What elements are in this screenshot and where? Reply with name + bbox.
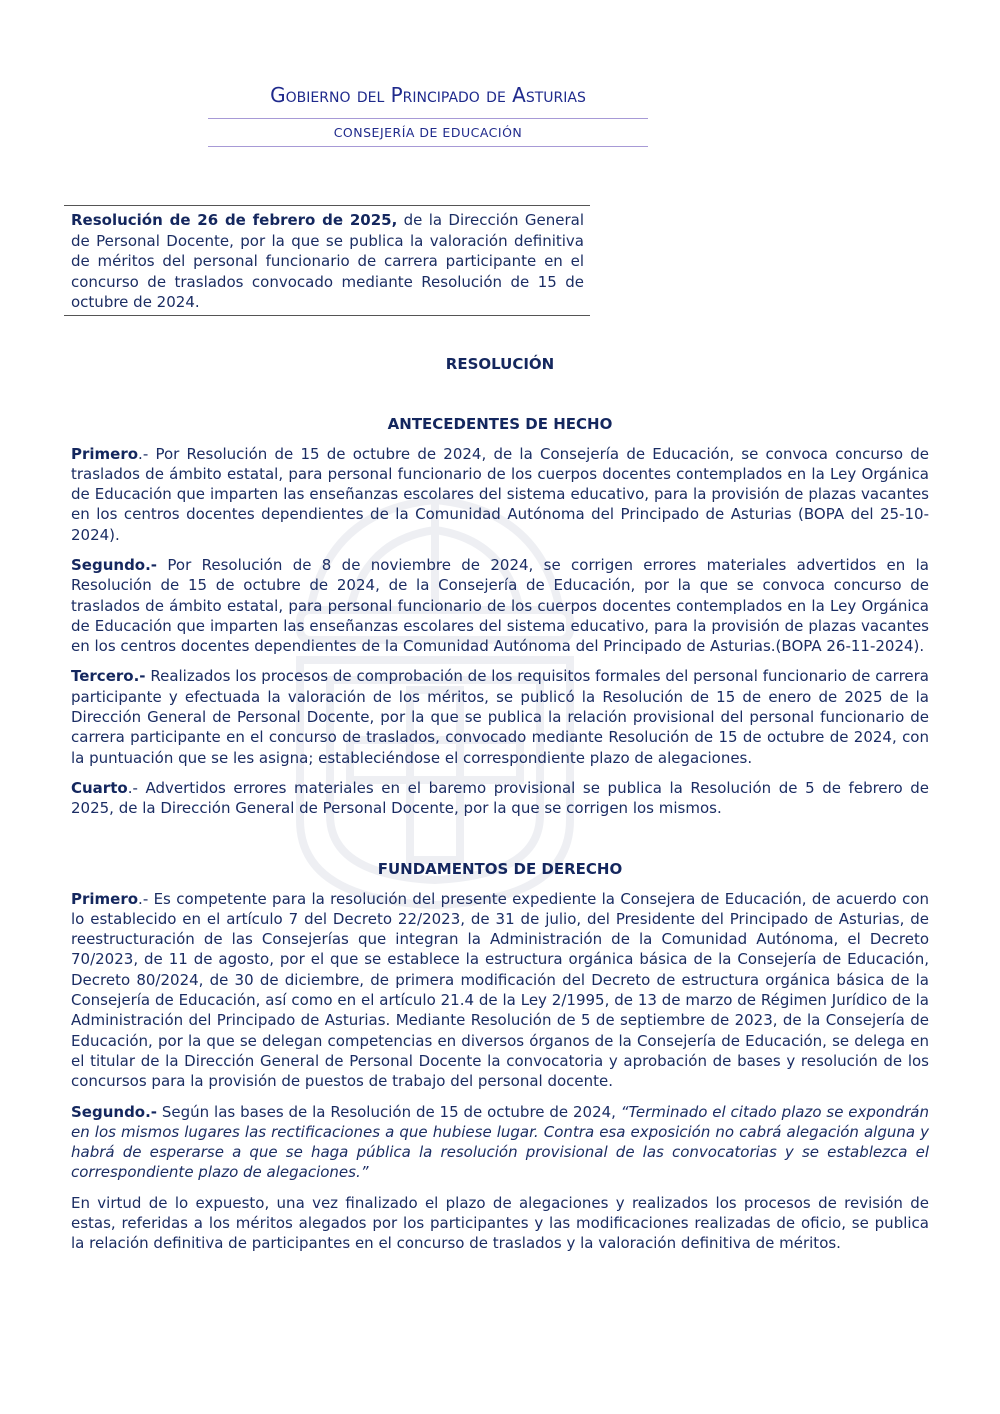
- paragraph-lead: Tercero.-: [71, 667, 146, 686]
- paragraph-lead: Primero: [71, 889, 139, 908]
- document-body: [71, 354, 929, 1254]
- antecedente-tercero: [71, 666, 929, 767]
- resolution-summary: [71, 210, 584, 313]
- paragraph-text: Advertidos errores materiales en el baremo provisional se publica la Resolución de 5 de febrero de 2025, de la Dirección General de Personal Docente, por la que se corrigen los mismos.: [71, 778, 930, 818]
- government-name: Gobierno del Principado de Asturias: [270, 83, 586, 107]
- quoted-text: “Terminado el citado plazo se expondrán en los mismos lugares las rectificaciones a que hubiese lugar. Contra esa exposición no cabrá alegación alguna y habrá de esperarse a que se haga pública la resolución provisional de las convocatorias y se establezca el correspondiente plazo de alegaciones.”: [71, 1102, 929, 1182]
- lead-separator: .-: [138, 444, 156, 463]
- paragraph-lead: Primero: [71, 444, 139, 463]
- resolution-summary-box: [64, 205, 590, 316]
- lead-separator: .-: [138, 889, 154, 908]
- paragraph-text: Realizados los procesos de comprobación de los requisitos formales del personal funcionario de carrera participante y efectuada la valoración de los méritos, se publicó la Resolución de 15 de enero de 2025 de la Dirección General de Personal Docente, por la que se publica la relación provisional del personal funcionario de carrera participante en el concurso de traslados, convocado mediante Resolución de 15 de octubre de 2024, con la puntuación que se les asigna; estableciéndose el correspondiente plazo de alegaciones.: [71, 667, 929, 767]
- paragraph-text: Por Resolución de 8 de noviembre de 2024, se corrigen errores materiales advertidos en la Resolución de 15 de octubre de 2024, de la Consejería de Educación, por la que se convoca concurso de traslados de ámbito estatal, para personal funcionario de los cuerpos docentes contemplados en la Ley Orgánica de Educación que imparten las enseñanzas escolares del sistema educativo, para la provisión de plazas vacantes en los centros docentes dependientes de la Comunidad Autónoma del Principado de Asturias.(BOPA 26-11-2024).: [71, 555, 929, 656]
- paragraph-lead: Cuarto: [71, 778, 128, 797]
- summary-lead: Resolución de 26 de febrero de 2025,: [71, 211, 398, 229]
- document-title: RESOLUCIÓN: [445, 354, 555, 373]
- fundamentos-heading: FUNDAMENTOS DE DERECHO: [377, 859, 623, 878]
- antecedente-segundo: [71, 555, 929, 656]
- paragraph-text: Por Resolución de 15 de octubre de 2024, de la Consejería de Educación, se convoca concurso de traslados de ámbito estatal, para personal funcionario de los cuerpos docentes contemplados en la Ley Orgánica de Educación que imparten las enseñanzas escolares del sistema educativo, para la provisión de plazas vacantes en los centros docentes dependientes de la Comunidad Autónoma del Principado de Asturias (BOPA del 25-10-2024).: [71, 444, 930, 544]
- lead-separator: [157, 556, 167, 574]
- department-name: CONSEJERÍA DE EDUCACIÓN: [333, 125, 523, 140]
- paragraph-text: Es competente para la resolución del presente expediente la Consejera de Educación, de acuerdo con lo establecido en el artículo 7 del Decreto 22/2023, de 31 de julio, del Presidente del Principado de Asturias, de reestructuración de las Consejerías que integran la Administración de la Comunidad Autónoma, el Decreto 70/2023, de 11 de agosto, por el que se establece la estructura orgánica básica de la Consejería de Educación, Decreto 80/2024, de 30 de diciembre, de primera modificación del Decreto de estructura orgánica básica de la Consejería de Educación, así como en el artículo 21.4 de la Ley 2/1995, de 13 de marzo de Régimen Jurídico de la Administración del Principado de Asturias. Mediante Resolución de 5 de septiembre de 2023, de la Consejería de Educación, por la que se delegan competencias en diversos órganos de la Consejería de Educación, se delega en el titular de la Dirección General de Personal Docente la convocatoria y aprobación de bases y resolución de los concursos para la provisión de puestos de trabajo del personal docente.: [71, 889, 930, 1091]
- header-rule-bottom: [208, 146, 648, 147]
- fundamento-segundo: [71, 1102, 929, 1183]
- letterhead: [208, 80, 648, 147]
- lead-separator: .-: [127, 778, 146, 797]
- conclusion-paragraph: En virtud de lo expuesto, una vez finalizado el plazo de alegaciones y realizados los procesos de revisión de estas, referidas a los méritos alegados por los participantes y las modificaciones realizadas de oficio, se publica la relación definitiva de participantes en el concurso de traslados y la valoración definitiva de méritos.: [71, 1193, 929, 1253]
- paragraph-lead: Segundo.-: [71, 1102, 158, 1121]
- paragraph-text: Según las bases de la Resolución de 15 de octubre de 2024,: [161, 1102, 621, 1121]
- antecedentes-heading: ANTECEDENTES DE HECHO: [387, 414, 613, 433]
- antecedente-cuarto: [71, 778, 929, 819]
- summary-text: de la Dirección General de Personal Docente, por la que se publica la valoración definitiva de méritos del personal funcionario de carrera participante en el concurso de traslados convocado mediante Resolución de 15 de octubre de 2024.: [71, 211, 584, 311]
- paragraph-lead: Segundo.-: [71, 555, 158, 574]
- antecedente-primero: [71, 444, 929, 545]
- fundamento-primero: [71, 889, 929, 1092]
